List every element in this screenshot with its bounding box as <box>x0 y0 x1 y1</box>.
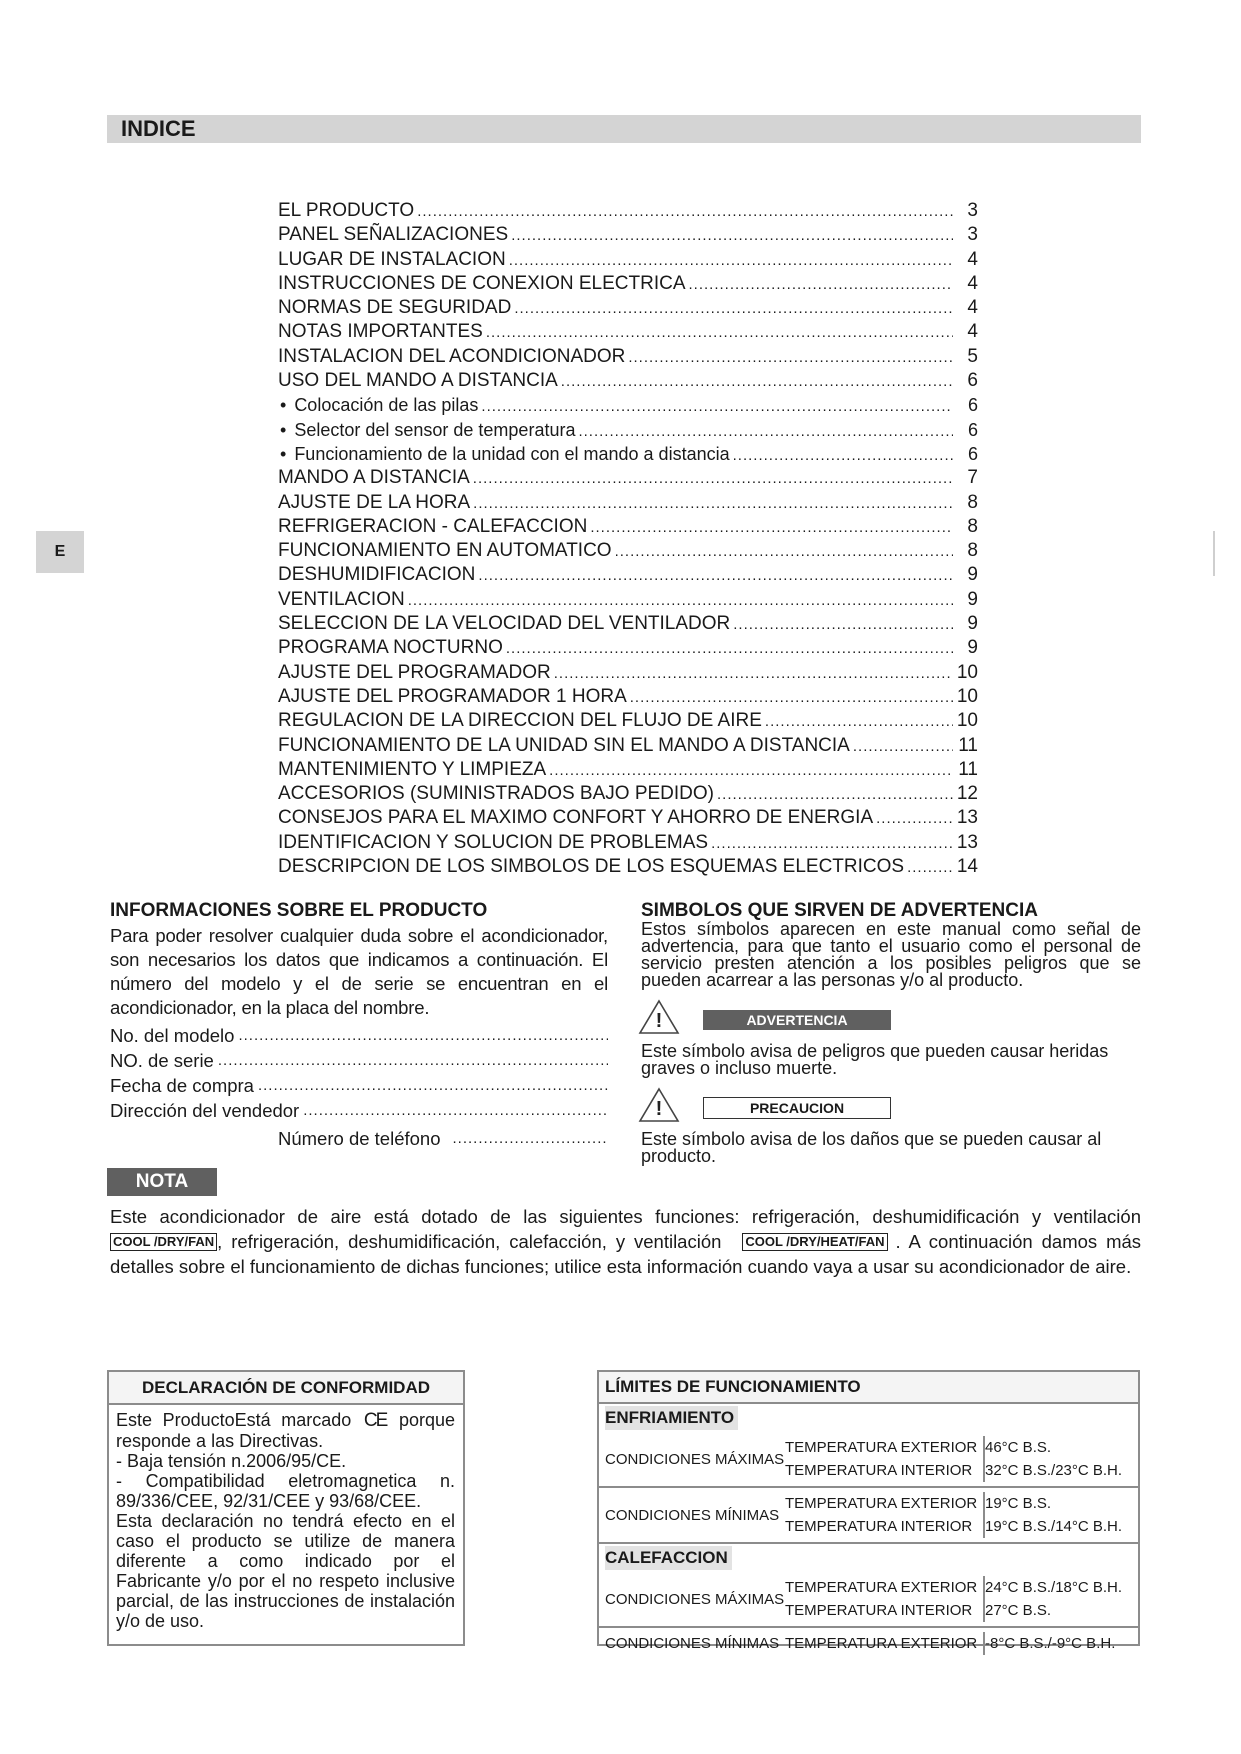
toc-leader <box>509 249 953 273</box>
toc-leader <box>473 467 953 491</box>
toc-item: REFRIGERACION - CALEFACCION ..... 8 <box>278 515 978 539</box>
toc-leader <box>630 686 953 710</box>
toc-leader <box>717 783 953 807</box>
advertencia-text: Este símbolo avisa de peligros que pueden causar heridas graves o incluso muerte. <box>641 1041 1109 1078</box>
field-phone: Número de teléfono ..... <box>110 1126 608 1151</box>
language-tab: E <box>36 531 84 573</box>
toc-leader <box>549 759 953 783</box>
ce-mark-icon: CE <box>363 1410 387 1431</box>
precaucion-label: PRECAUCION <box>703 1097 891 1119</box>
toc-item: AJUSTE DE LA HORA ..... 8 <box>278 491 978 515</box>
field-serial: NO. de serie ..... <box>110 1048 608 1073</box>
toc-page-number: 10 <box>956 685 978 707</box>
operating-limits-table <box>599 1372 1138 1659</box>
toc-page-number: 4 <box>967 272 978 294</box>
declaration-title: DECLARACIÓN DE CONFORMIDAD <box>109 1372 463 1405</box>
field-model: No. del modelo ..... <box>110 1023 608 1048</box>
toc-page-number: 8 <box>967 515 978 537</box>
toc-page-number: 6 <box>967 395 978 416</box>
toc-leader <box>417 200 953 224</box>
header-bar <box>107 115 1141 143</box>
field-purchase-date: Fecha de compra ..... <box>110 1073 608 1098</box>
toc-page-number: 4 <box>967 321 978 343</box>
toc-page-number: 12 <box>956 783 978 805</box>
warning-triangle-icon <box>638 998 680 1036</box>
toc-page-number: 9 <box>967 637 978 659</box>
toc-leader <box>511 224 953 248</box>
toc-page-number: 13 <box>956 807 978 829</box>
toc-page-number: 6 <box>967 370 978 392</box>
toc-page-number: 8 <box>967 491 978 513</box>
table-row: CONDICIONES MÁXIMAS TEMPERATURA EXTERIOR 24°C B.S./18°C B.H. TEMPERATURA INTERIOR 27°C B.S. <box>599 1572 1138 1627</box>
toc-page-number: 9 <box>967 588 978 610</box>
page-title: INDICE <box>121 116 196 141</box>
toc-leader <box>853 735 953 759</box>
nota-label: NOTA <box>107 1168 217 1196</box>
toc-leader <box>907 856 953 880</box>
toc-leader <box>486 321 953 345</box>
edge-marker <box>1213 531 1215 576</box>
toc-item: NORMAS DE SEGURIDAD ..... 4 <box>278 296 978 320</box>
table-of-contents <box>278 199 978 879</box>
toc-leader <box>478 564 953 588</box>
toc-page-number: 14 <box>956 856 978 878</box>
declaration-line-2: - Baja tensión n.2006/95/CE. <box>116 1451 347 1471</box>
toc-page-number: 3 <box>967 200 978 221</box>
caution-triangle-icon <box>638 1086 680 1124</box>
toc-leader <box>578 420 953 444</box>
svg-text:!: ! <box>655 1098 663 1120</box>
toc-item: MANTENIMIENTO Y LIMPIEZA ..... 11 <box>278 758 978 782</box>
toc-leader <box>615 540 953 564</box>
toc-item: • Colocación de las pilas ..... 6 <box>278 393 978 417</box>
toc-item: ACCESORIOS (SUMINISTRADOS BAJO PEDIDO) ..... 12 <box>278 782 978 806</box>
toc-item: CONSEJOS PARA EL MAXIMO CONFORT Y AHORRO DE ENERGIA ..... 13 <box>278 806 978 830</box>
declaration-line-3: - Compatibilidad eletromagnetica n. 89/336/CEE, 92/31/CEE y 93/68/CEE. <box>116 1471 455 1511</box>
advertencia-row <box>641 997 1141 1037</box>
toc-item: USO DEL MANDO A DISTANCIA ..... 6 <box>278 369 978 393</box>
table-row: CONDICIONES MÍNIMAS TEMPERATURA EXTERIOR 19°C B.S. TEMPERATURA INTERIOR 19°C B.S./14°C B.H. <box>599 1487 1138 1543</box>
toc-item: PROGRAMA NOCTURNO ..... 9 <box>278 636 978 660</box>
toc-page-number: 11 <box>958 758 978 780</box>
toc-item: PANEL SEÑALIZACIONES ..... 3 <box>278 223 978 247</box>
toc-leader <box>711 832 953 856</box>
toc-leader <box>473 492 953 516</box>
declaration-line-4: Esta declaración no tendrá efecto en el caso el producto se utilize de manera diferente a como indicado por el Fabricante y/o por el no respeto inclusive parcial, de las instrucciones de instalación y/o de uso. <box>116 1511 455 1631</box>
toc-leader <box>876 807 953 831</box>
toc-leader <box>590 516 953 540</box>
toc-page-number: 8 <box>967 540 978 562</box>
toc-item: AJUSTE DEL PROGRAMADOR ..... 10 <box>278 661 978 685</box>
toc-item: AJUSTE DEL PROGRAMADOR 1 HORA ..... 10 <box>278 685 978 709</box>
toc-item: FUNCIONAMIENTO EN AUTOMATICO ..... 8 <box>278 539 978 563</box>
toc-item: DESCRIPCION DE LOS SIMBOLOS DE LOS ESQUEMAS ELECTRICOS ..... 14 <box>278 855 978 879</box>
warning-symbols-section <box>641 900 1141 1165</box>
product-info-title: INFORMACIONES SOBRE EL PRODUCTO <box>110 900 488 921</box>
toc-leader <box>408 589 953 613</box>
nota-text: Este acondicionador de aire está dotado de las siguientes funciones: refrigeración, deshumidificación y ventilación COOL /DRY/FAN , refrigeración, deshumidificación, calefacción, y ventilación COOL /DRY/HEAT/FAN . A continuación damos más detalles sobre el funcionamiento de dichas funciones; utilice esta información cuando vaya a usar su acondicionador de aire. <box>110 1206 1142 1277</box>
toc-item: DESHUMIDIFICACION ..... 9 <box>278 563 978 587</box>
toc-item: NOTAS IMPORTANTES ..... 4 <box>278 320 978 344</box>
mode-badge-cool-dry-heat-fan: COOL /DRY/HEAT/FAN <box>742 1233 887 1251</box>
table-row: CONDICIONES MÁXIMAS TEMPERATURA EXTERIOR 46°C B.S. TEMPERATURA INTERIOR 32°C B.S./23°C B.H. <box>599 1432 1138 1487</box>
declaration-box <box>107 1370 465 1646</box>
warning-symbols-title: SIMBOLOS QUE SIRVEN DE ADVERTENCIA <box>641 900 1038 921</box>
toc-leader <box>481 395 953 419</box>
limits-title: LÍMITES DE FUNCIONAMIENTO <box>599 1372 1138 1403</box>
toc-leader <box>506 637 953 661</box>
toc-leader <box>689 273 954 297</box>
table-row: CONDICIONES MÍNIMAS TEMPERATURA EXTERIOR -8°C B.S./-9°C B.H. <box>599 1627 1138 1659</box>
toc-item: • Selector del sensor de temperatura ..... 6 <box>278 418 978 442</box>
product-info-text: Para poder resolver cualquier duda sobre el acondicionador, son necesarios los datos que indicamos a continuación. El número del modelo y el de serie se encuentran en el acondicionador, en la placa del nombre. <box>110 925 608 1018</box>
mode-badge-cool-dry-fan: COOL /DRY/FAN <box>110 1233 217 1251</box>
toc-page-number: 6 <box>967 419 978 440</box>
toc-page-number: 4 <box>967 297 978 319</box>
product-info-fields <box>110 1023 608 1151</box>
cooling-label: ENFRIAMIENTO <box>605 1406 738 1430</box>
toc-leader <box>561 370 953 394</box>
toc-item: SELECCION DE LA VELOCIDAD DEL VENTILADOR ..... 9 <box>278 612 978 636</box>
toc-leader <box>765 710 953 734</box>
toc-item: LUGAR DE INSTALACION ..... 4 <box>278 248 978 272</box>
toc-leader <box>554 662 953 686</box>
toc-page-number: 11 <box>958 734 978 756</box>
toc-leader <box>514 297 953 321</box>
toc-item: INSTRUCCIONES DE CONEXION ELECTRICA ..... 4 <box>278 272 978 296</box>
toc-page-number: 10 <box>956 710 978 732</box>
toc-page-number: 13 <box>956 831 978 853</box>
precaucion-row <box>641 1085 1141 1125</box>
warning-symbols-text: Estos símbolos aparecen en este manual como señal de advertencia, para que tanto el usuario como el personal de servicio presten atención a los posibles peligros que se pueden acarrear a las personas y/o al producto. <box>641 919 1141 990</box>
toc-item: FUNCIONAMIENTO DE LA UNIDAD SIN EL MANDO A DISTANCIA ..... 11 <box>278 734 978 758</box>
field-dealer-address: Dirección del vendedor ..... <box>110 1098 608 1123</box>
advertencia-label: ADVERTENCIA <box>703 1010 891 1030</box>
toc-leader <box>628 346 953 370</box>
toc-page-number: 9 <box>967 564 978 586</box>
toc-item: • Funcionamiento de la unidad con el mando a distancia ..... 6 <box>278 442 978 466</box>
heating-label: CALEFACCION <box>605 1546 732 1570</box>
toc-item: EL PRODUCTO ..... 3 <box>278 199 978 223</box>
toc-item: IDENTIFICACION Y SOLUCION DE PROBLEMAS ..... 13 <box>278 831 978 855</box>
toc-item: REGULACION DE LA DIRECCION DEL FLUJO DE AIRE ..... 10 <box>278 709 978 733</box>
toc-page-number: 9 <box>967 613 978 635</box>
toc-page-number: 5 <box>967 345 978 367</box>
svg-text:!: ! <box>655 1010 663 1032</box>
declaration-body: Este ProductoEstá marcado CE porque responde a las Directivas. - Baja tensión n.2006/95/CE. - Compatibilidad eletromagnetica n. 89/336/CEE, 92/31/CEE y 93/68/CEE. Esta declaración no tendrá efecto en el caso el producto se utilize de manera diferente a como indicado por el Fabricante y/o por el no respeto inclusive parcial, de las instrucciones de instalación y/o de uso. <box>116 1410 455 1631</box>
toc-page-number: 10 <box>956 661 978 683</box>
toc-leader <box>733 613 953 637</box>
precaucion-text: Este símbolo avisa de los daños que se pueden causar al producto. <box>641 1129 1102 1166</box>
toc-page-number: 6 <box>967 443 978 464</box>
product-info-section <box>110 900 608 1151</box>
toc-item: MANDO A DISTANCIA ..... 7 <box>278 466 978 490</box>
toc-item: VENTILACION ..... 9 <box>278 588 978 612</box>
operating-limits-box <box>597 1370 1140 1652</box>
toc-leader <box>733 444 953 468</box>
toc-item: INSTALACION DEL ACONDICIONADOR ..... 5 <box>278 345 978 369</box>
toc-page-number: 7 <box>967 467 978 489</box>
toc-page-number: 4 <box>967 248 978 270</box>
toc-page-number: 3 <box>967 224 978 246</box>
